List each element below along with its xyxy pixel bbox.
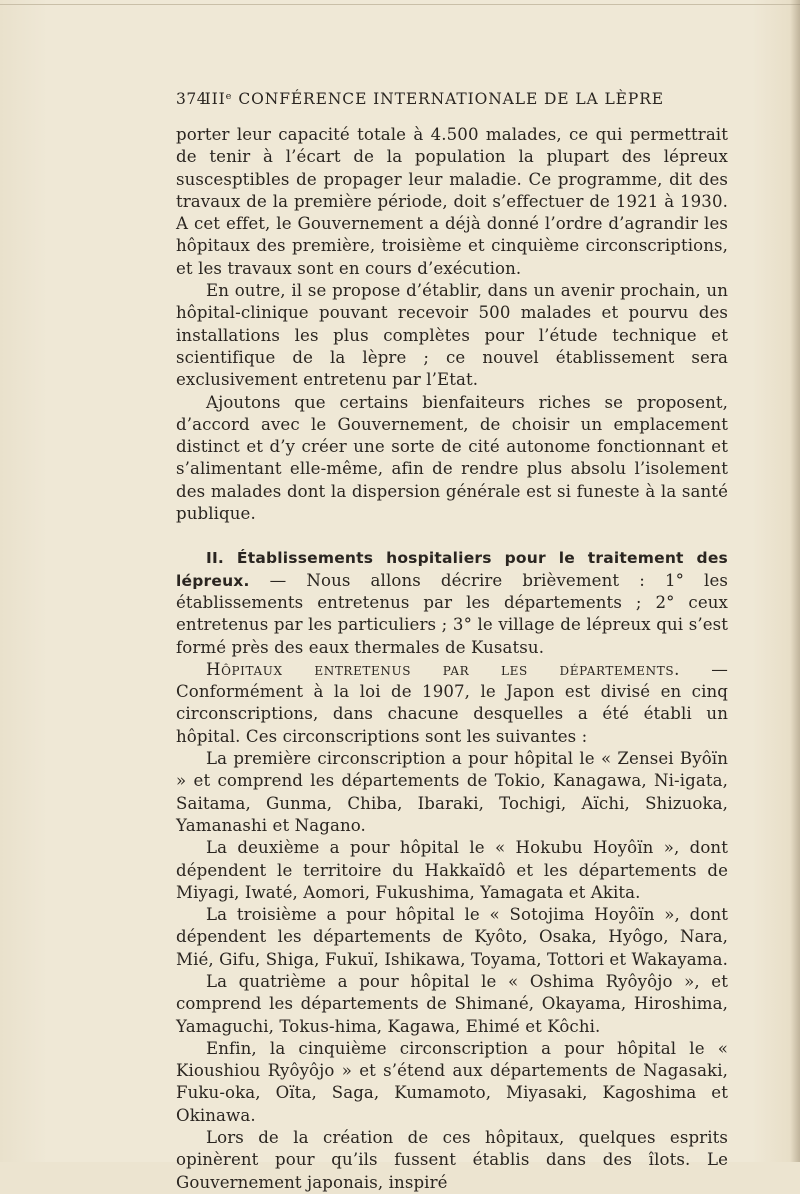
body-text (176, 124, 728, 1194)
circonscription-4: La quatrième a pour hôpital le « Oshima Ryôyôjo », et comprend les départements de Shimané, Okayama, Hiroshima, Yamaguchi, Tokus-hima, Kagawa, Ehimé et Kôchi. (176, 971, 728, 1036)
circonscription-5: Enfin, la cinquième circonscription a pour hôpital le « Kioushiou Ryôyôjo » et s’étend aux départements de Nagasaki, Fuku-oka, Oïta, Saga, Kumamoto, Miyasaki, Kagoshima et Okinawa. (176, 1038, 728, 1125)
section-gap (176, 525, 728, 547)
paragraph-1: porter leur capacité totale à 4.500 malades, ce qui permettrait de tenir à l’écart de la population la plupart des lépreux suscesptibles de propager leur maladie. Ce programme, dit des travaux de la première période, doit s’effectuer de 1921 à 1930. A cet effet, le Gouvernement a déjà donné l’ordre d’agrandir les hôpitaux des première, troisième et cinquième circonscriptions, et les travaux sont en cours d’exécution. (176, 125, 728, 278)
running-head: IIIᵉ CONFÉRENCE INTERNATIONALE DE LA LÈPRE (204, 90, 664, 108)
circonscription-2: La deuxième a pour hôpital le « Hokubu Hoyôïn », dont dépendent le territoire du Hakkaïdô et les départements de Miyagi, Iwaté, Aomori, Fukushima, Yamagata et Akita. (176, 838, 728, 902)
circonscription-3: La troisième a pour hôpital le « Sotojima Hoyôïn », dont dépendent les départements de Kyôto, Osaka, Hyôgo, Nara, Mié, Gifu, Shiga, Fukuï, Ishikawa, Toyama, Tottori et Wakayama. (176, 905, 729, 969)
section-text: — Nous allons décrire brièvement : 1° les établissements entretenus par les départements ; 2° ceux entretenus par les particuliers ; 3° le village de lépreux qui s’est formé près des eaux thermales de Kusatsu. (176, 570, 728, 657)
page-number: 374 (176, 90, 208, 108)
closing-paragraph: Lors de la création de ces hôpitaux, quelques esprits opinèrent pour qu’ils fussent établis dans des îlots. Le Gouvernement japonais, inspiré (176, 1128, 728, 1192)
paragraph-2: En outre, il se propose d’établir, dans un avenir prochain, un hôpital-clinique pouvant recevoir 500 malades et pourvu des installations les plus complètes pour l’étude technique et scientifique de la lèpre ; ce nouvel établissement sera exclusivement entretenu par l’Etat. (176, 281, 728, 390)
page-header (176, 90, 664, 114)
subsection-text: — Conformément à la loi de 1907, le Japon est divisé en cinq circonscriptions, dans chacune desquelles a été établi un hôpital. Ces circonscriptions sont les suivantes : (176, 659, 728, 746)
subsection-paragraph (176, 659, 728, 748)
page-gutter-shadow (790, 0, 800, 1162)
section-paragraph (176, 547, 728, 658)
circonscription-1: La première circonscription a pour hôpital le « Zensei Byôïn » et comprend les départements de Tokio, Kanagawa, Ni-igata, Saitama, Gunma, Chiba, Ibaraki, Tochigi, Aïchi, Shizuoka, Yamanashi et Nagano. (176, 749, 728, 835)
page-top-edge (0, 4, 800, 5)
paragraph-3: Ajoutons que certains bienfaiteurs riches se proposent, d’accord avec le Gouvernement, de choisir un emplacement distinct et d’y créer une sorte de cité autonome fonctionnant et s’alimentant elle-même, afin de rendre plus absolu l’isolement des malades dont la dispersion générale est si funeste à la santé publique. (176, 392, 728, 524)
subsection-title: Hôpitaux entretenus par les départements. (206, 659, 681, 679)
section-title: II. Établissements hospitaliers pour le traitement des lépreux. (176, 549, 728, 590)
